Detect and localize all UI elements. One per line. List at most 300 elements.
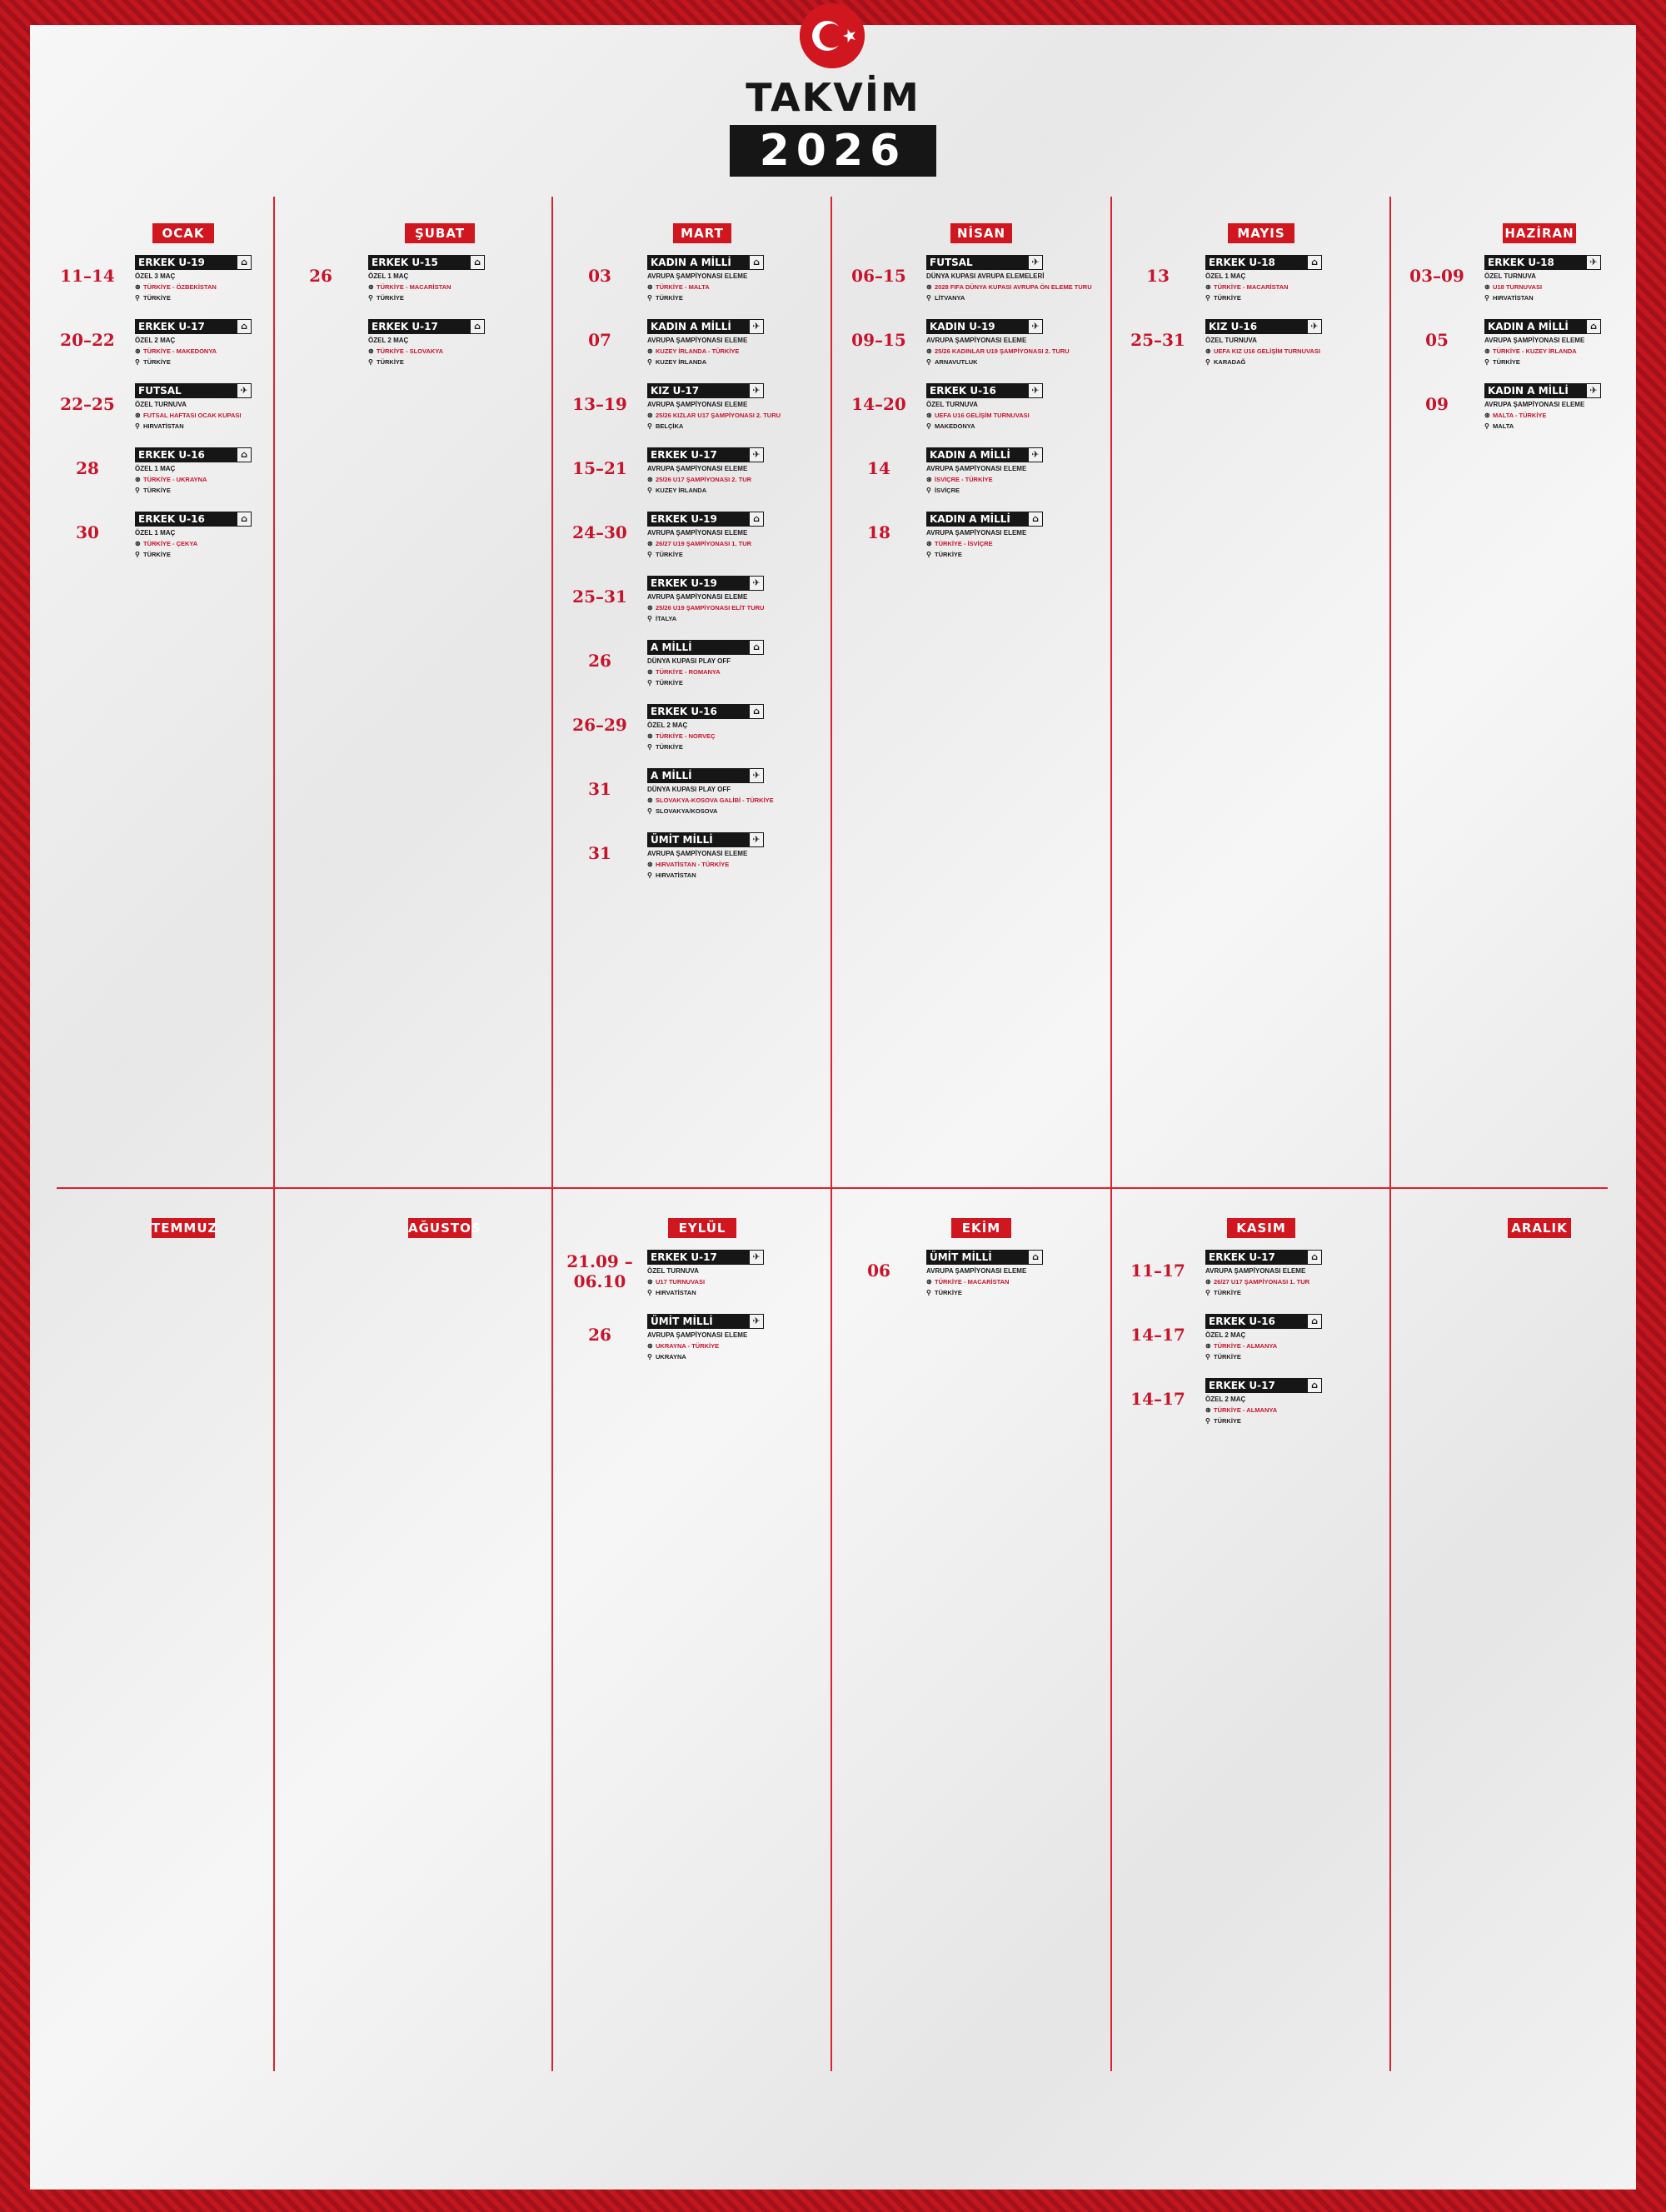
ball-icon: ⊛ (926, 476, 932, 483)
home-icon: ⌂ (237, 447, 252, 462)
event-card (647, 704, 764, 751)
column-divider (831, 197, 832, 2071)
event-type: AVRUPA ŞAMPİYONASI ELEME (926, 1267, 1027, 1275)
event-card (135, 383, 252, 431)
calendar-event[interactable] (833, 383, 1108, 442)
event-type: AVRUPA ŞAMPİYONASI ELEME (647, 272, 748, 280)
calendar-event[interactable] (1112, 255, 1387, 313)
event-venue: LİTVANYA (935, 294, 965, 302)
calendar-event[interactable] (554, 319, 829, 377)
team-header (1205, 1250, 1322, 1265)
event-type: AVRUPA ŞAMPİYONASI ELEME (647, 337, 748, 344)
event-date: 06–15 (851, 266, 906, 286)
event-type: AVRUPA ŞAMPİYONASI ELEME (647, 850, 748, 857)
event-card (926, 383, 1043, 431)
event-date: 24–30 (572, 522, 627, 542)
event-date: 06 (867, 1261, 890, 1281)
event-card (647, 383, 781, 431)
event-match: UEFA KIZ U16 GELİŞİM TURNUVASI (1214, 347, 1320, 355)
team-name: KADIN A MİLLİ (930, 449, 1010, 461)
team-header (1484, 319, 1601, 334)
location-pin-icon: ⚲ (1205, 294, 1210, 302)
ball-icon: ⊛ (647, 283, 653, 291)
team-header (1205, 319, 1322, 334)
event-card (135, 512, 252, 559)
calendar-event[interactable] (275, 319, 550, 377)
event-type: ÖZEL TURNUVA (135, 401, 187, 408)
calendar-event[interactable] (554, 383, 829, 442)
event-match: 25/26 KIZLAR U17 ŞAMPİYONASI 2. TURU (656, 412, 781, 419)
event-match: 25/26 U17 ŞAMPİYONASI 2. TUR (656, 476, 752, 483)
event-card (647, 576, 764, 623)
ball-icon: ⊛ (1484, 283, 1490, 291)
event-type: AVRUPA ŞAMPİYONASI ELEME (926, 337, 1027, 344)
calendar-event[interactable] (554, 768, 829, 826)
event-type: AVRUPA ŞAMPİYONASI ELEME (647, 465, 748, 472)
event-venue: TÜRKİYE (143, 294, 171, 302)
event-card (368, 255, 485, 302)
calendar-event[interactable] (554, 255, 829, 313)
plane-icon: ✈ (749, 447, 764, 462)
calendar-event[interactable] (833, 447, 1108, 506)
location-pin-icon: ⚲ (135, 422, 140, 430)
event-match: 26/27 U19 ŞAMPİYONASI 1. TUR (656, 540, 752, 547)
event-type: AVRUPA ŞAMPİYONASI ELEME (926, 529, 1027, 537)
team-header (647, 383, 764, 398)
team-name: ERKEK U-16 (930, 385, 996, 397)
event-venue: TÜRKİYE (656, 743, 683, 751)
event-venue: TÜRKİYE (377, 358, 404, 366)
event-venue: TÜRKİYE (656, 679, 683, 687)
event-date: 14–17 (1130, 1325, 1185, 1345)
ball-icon: ⊛ (368, 283, 374, 291)
calendar-event[interactable] (554, 832, 829, 891)
ball-icon: ⊛ (647, 1278, 653, 1286)
event-venue: HIRVATİSTAN (656, 1289, 696, 1296)
month-label: MAYIS (1228, 223, 1294, 243)
event-date: 14–20 (851, 394, 906, 414)
location-pin-icon: ⚲ (647, 487, 652, 494)
team-name: ERKEK U-17 (1209, 1251, 1275, 1263)
team-name: KADIN A MİLLİ (1488, 385, 1569, 397)
event-type: ÖZEL TURNUVA (647, 1267, 699, 1275)
calendar-event[interactable] (833, 512, 1108, 570)
event-date: 14 (867, 458, 890, 478)
event-card (368, 319, 485, 367)
ball-icon: ⊛ (647, 540, 653, 547)
event-venue: ARNAVUTLUK (935, 358, 978, 366)
location-pin-icon: ⚲ (926, 551, 931, 558)
team-name: ERKEK U-17 (138, 321, 205, 332)
team-name: ERKEK U-16 (138, 513, 205, 525)
team-name: ERKEK U-16 (138, 449, 205, 461)
event-date: 26 (309, 266, 332, 286)
ball-icon: ⊛ (135, 540, 141, 547)
ball-icon: ⊛ (647, 861, 653, 868)
event-match: TÜRKİYE - MACARİSTAN (935, 1278, 1010, 1286)
home-icon: ⌂ (749, 704, 764, 719)
home-icon: ⌂ (1028, 512, 1043, 527)
ball-icon: ⊛ (647, 604, 653, 612)
calendar-event[interactable] (1112, 319, 1387, 377)
team-header (647, 832, 764, 847)
month-label: AĞUSTOS (408, 1218, 471, 1238)
plane-icon: ✈ (1028, 383, 1043, 398)
event-card (135, 319, 252, 367)
team-header (647, 447, 764, 462)
team-header (647, 640, 764, 655)
event-venue: TÜRKİYE (1493, 358, 1520, 366)
team-name: ERKEK U-19 (651, 577, 717, 589)
plane-icon: ✈ (749, 832, 764, 847)
event-type: DÜNYA KUPASI PLAY OFF (647, 786, 731, 793)
event-venue: KUZEY İRLANDA (656, 487, 707, 494)
ball-icon: ⊛ (135, 412, 141, 419)
event-venue: TÜRKİYE (656, 294, 683, 302)
plane-icon: ✈ (749, 319, 764, 334)
ball-icon: ⊛ (647, 668, 653, 676)
ball-icon: ⊛ (926, 1278, 932, 1286)
team-name: FUTSAL (138, 385, 182, 397)
team-name: FUTSAL (930, 257, 973, 268)
home-icon: ⌂ (470, 255, 485, 270)
team-name: ÜMİT MİLLİ (930, 1251, 992, 1263)
event-type: ÖZEL TURNUVA (1484, 272, 1536, 280)
event-match: TÜRKİYE - UKRAYNA (143, 476, 207, 483)
event-card (926, 512, 1043, 559)
calendar-event[interactable] (554, 1314, 829, 1372)
team-header (926, 512, 1043, 527)
event-match: 26/27 U17 ŞAMPİYONASI 1. TUR (1214, 1278, 1310, 1286)
column-divider (1389, 197, 1391, 2071)
event-date: 09–15 (851, 330, 906, 350)
event-match: TÜRKİYE - ÖZBEKİSTAN (143, 283, 217, 291)
location-pin-icon: ⚲ (647, 294, 652, 302)
location-pin-icon: ⚲ (368, 358, 373, 366)
event-match: HIRVATİSTAN - TÜRKİYE (656, 861, 730, 868)
event-match: TÜRKİYE - MAKEDONYA (143, 347, 217, 355)
event-date: 31 (588, 779, 611, 799)
event-match: TÜRKİYE - KUZEY İRLANDA (1493, 347, 1577, 355)
event-date: 25–31 (572, 587, 627, 607)
event-card (647, 512, 764, 559)
calendar-event[interactable] (554, 512, 829, 570)
event-date: 25–31 (1130, 330, 1185, 350)
location-pin-icon: ⚲ (647, 358, 652, 366)
team-header (647, 319, 764, 334)
event-card (647, 640, 764, 687)
location-pin-icon: ⚲ (647, 1289, 652, 1296)
event-date: 14–17 (1130, 1389, 1185, 1409)
event-match: MALTA - TÜRKİYE (1493, 412, 1547, 419)
event-card (926, 447, 1043, 495)
location-pin-icon: ⚲ (135, 487, 140, 494)
team-header (926, 383, 1043, 398)
event-card (926, 319, 1070, 367)
event-date: 13 (1146, 266, 1170, 286)
year-banner: 2026 (730, 125, 936, 177)
event-date: 30 (76, 522, 99, 542)
month-label: EKİM (951, 1218, 1011, 1238)
ball-icon: ⊛ (135, 347, 141, 355)
team-header (1484, 255, 1601, 270)
calendar-event[interactable] (275, 255, 550, 313)
home-icon: ⌂ (1307, 1250, 1322, 1265)
event-type: ÖZEL 2 MAÇ (135, 337, 176, 344)
event-match: TÜRKİYE - MACARİSTAN (1214, 283, 1289, 291)
event-card (1205, 1314, 1322, 1361)
calendar-event[interactable] (1112, 1378, 1387, 1436)
event-type: ÖZEL 1 MAÇ (1205, 272, 1246, 280)
team-name: ERKEK U-17 (1209, 1380, 1275, 1391)
home-icon: ⌂ (749, 640, 764, 655)
month-label: ARALIK (1508, 1218, 1571, 1238)
team-name: KIZ U-16 (1209, 321, 1258, 332)
calendar-event[interactable] (1391, 319, 1666, 377)
event-date: 26 (588, 1325, 611, 1345)
event-venue: HIRVATİSTAN (1493, 294, 1534, 302)
event-date: 18 (867, 522, 890, 542)
event-venue: MAKEDONYA (935, 422, 975, 430)
team-name: KADIN A MİLLİ (930, 513, 1010, 525)
event-date: 07 (588, 330, 611, 350)
location-pin-icon: ⚲ (1205, 1417, 1210, 1425)
event-venue: KARADAĞ (1214, 358, 1246, 366)
page-title: TAKVİM (746, 75, 920, 120)
ball-icon: ⊛ (1484, 347, 1490, 355)
month-label: TEMMUZ (152, 1218, 215, 1238)
event-date: 11–17 (1130, 1261, 1185, 1281)
home-icon: ⌂ (237, 255, 252, 270)
calendar-event[interactable] (1391, 255, 1666, 313)
calendar-event[interactable] (554, 576, 829, 634)
calendar-event[interactable] (833, 255, 1108, 313)
team-name: ÜMİT MİLLİ (651, 1316, 713, 1327)
team-header (926, 255, 1043, 270)
team-header (135, 255, 252, 270)
location-pin-icon: ⚲ (647, 615, 652, 622)
event-type: AVRUPA ŞAMPİYONASI ELEME (647, 593, 748, 601)
team-header (647, 768, 764, 783)
ball-icon: ⊛ (926, 283, 932, 291)
team-name: ÜMİT MİLLİ (651, 834, 713, 846)
ball-icon: ⊛ (647, 476, 653, 483)
team-name: KADIN A MİLLİ (651, 321, 731, 332)
calendar-event[interactable] (1391, 383, 1666, 442)
event-date: 28 (76, 458, 99, 478)
event-card (647, 319, 764, 367)
team-header (647, 576, 764, 591)
location-pin-icon: ⚲ (135, 551, 140, 558)
event-date: 11–14 (60, 266, 115, 286)
plane-icon: ✈ (1586, 383, 1601, 398)
team-name: KADIN U-19 (930, 321, 995, 332)
event-date: 03 (588, 266, 611, 286)
event-card (1484, 383, 1601, 431)
plane-icon: ✈ (749, 768, 764, 783)
plane-icon: ✈ (1028, 255, 1043, 270)
event-match: UEFA U16 GELİŞİM TURNUVASI (935, 412, 1030, 419)
event-date: 09 (1425, 394, 1449, 414)
home-icon: ⌂ (1307, 1314, 1322, 1329)
event-match: UKRAYNA - TÜRKİYE (656, 1342, 720, 1350)
event-card (647, 832, 764, 880)
location-pin-icon: ⚲ (647, 871, 652, 879)
month-label: KASIM (1227, 1218, 1295, 1238)
row-divider (57, 1187, 1608, 1189)
location-pin-icon: ⚲ (647, 743, 652, 751)
event-card (135, 255, 252, 302)
calendar-event[interactable] (42, 383, 317, 442)
calendar-event[interactable] (554, 447, 829, 506)
ball-icon: ⊛ (647, 1342, 653, 1350)
event-type: AVRUPA ŞAMPİYONASI ELEME (926, 465, 1027, 472)
event-card (1205, 319, 1322, 367)
ball-icon: ⊛ (1205, 1342, 1211, 1350)
event-type: ÖZEL 1 MAÇ (368, 272, 409, 280)
location-pin-icon: ⚲ (647, 679, 652, 687)
event-match: 2028 FIFA DÜNYA KUPASI AVRUPA ÖN ELEME TURU (935, 283, 1092, 291)
event-card (647, 255, 764, 302)
home-icon: ⌂ (237, 319, 252, 334)
location-pin-icon: ⚲ (1205, 1353, 1210, 1361)
location-pin-icon: ⚲ (368, 294, 373, 302)
location-pin-icon: ⚲ (647, 551, 652, 558)
calendar-event[interactable] (1112, 1314, 1387, 1372)
location-pin-icon: ⚲ (926, 294, 931, 302)
team-name: ERKEK U-16 (1209, 1316, 1275, 1327)
event-card (647, 1250, 764, 1297)
ball-icon: ⊛ (926, 412, 932, 419)
team-name: A MİLLİ (651, 770, 692, 781)
calendar-event[interactable] (42, 447, 317, 506)
event-card (926, 1250, 1043, 1297)
location-pin-icon: ⚲ (1484, 422, 1489, 430)
event-card (1484, 255, 1601, 302)
location-pin-icon: ⚲ (926, 487, 931, 494)
event-date: 21.09 – 06.10 (566, 1251, 633, 1291)
ball-icon: ⊛ (647, 796, 653, 804)
month-label: NİSAN (950, 223, 1012, 243)
calendar-event[interactable] (554, 640, 829, 698)
event-venue: TÜRKİYE (143, 551, 171, 558)
team-header (926, 319, 1043, 334)
home-icon: ⌂ (749, 512, 764, 527)
calendar-event[interactable] (42, 512, 317, 570)
calendar-event[interactable] (833, 319, 1108, 377)
home-icon: ⌂ (1307, 1378, 1322, 1393)
ball-icon: ⊛ (926, 347, 932, 355)
event-type: AVRUPA ŞAMPİYONASI ELEME (647, 1331, 748, 1339)
month-label: EYLÜL (668, 1218, 736, 1238)
event-venue: SLOVAKYA/KOSOVA (656, 807, 718, 815)
event-venue: UKRAYNA (656, 1353, 686, 1361)
event-venue: TÜRKİYE (935, 551, 962, 558)
event-type: ÖZEL 2 MAÇ (647, 722, 688, 729)
event-type: AVRUPA ŞAMPİYONASI ELEME (1205, 1267, 1306, 1275)
event-venue: TÜRKİYE (935, 1289, 962, 1296)
team-header (1484, 383, 1601, 398)
ball-icon: ⊛ (135, 476, 141, 483)
home-icon: ⌂ (1028, 1250, 1043, 1265)
event-venue: TÜRKİYE (143, 487, 171, 494)
location-pin-icon: ⚲ (647, 807, 652, 815)
event-match: FUTSAL HAFTASI OCAK KUPASI (143, 412, 242, 419)
team-name: ERKEK U-17 (651, 1251, 717, 1263)
team-name: ERKEK U-18 (1488, 257, 1554, 268)
team-name: ERKEK U-16 (651, 706, 717, 717)
event-type: ÖZEL 2 MAÇ (1205, 1331, 1246, 1339)
event-type: AVRUPA ŞAMPİYONASI ELEME (1484, 337, 1585, 344)
event-type: AVRUPA ŞAMPİYONASI ELEME (1484, 401, 1585, 408)
ball-icon: ⊛ (368, 347, 374, 355)
event-venue: MALTA (1493, 422, 1514, 430)
event-venue: KUZEY İRLANDA (656, 358, 707, 366)
plane-icon: ✈ (749, 1314, 764, 1329)
team-header (926, 1250, 1043, 1265)
home-icon: ⌂ (749, 255, 764, 270)
event-match: TÜRKİYE - MALTA (656, 283, 710, 291)
event-match: 25/26 KADINLAR U19 ŞAMPİYONASI 2. TURU (935, 347, 1070, 355)
month-label: ŞUBAT (405, 223, 475, 243)
team-header (926, 447, 1043, 462)
event-type: ÖZEL 3 MAÇ (135, 272, 176, 280)
turkish-flag-icon (800, 3, 865, 68)
calendar-event[interactable] (554, 704, 829, 762)
event-type: ÖZEL 1 MAÇ (135, 529, 176, 537)
event-match: TÜRKİYE - ALMANYA (1214, 1406, 1278, 1414)
event-match: KUZEY İRLANDA - TÜRKİYE (656, 347, 740, 355)
team-name: ERKEK U-19 (651, 513, 717, 525)
team-header (1205, 255, 1322, 270)
calendar-event[interactable] (833, 1250, 1108, 1308)
calendar-event[interactable] (1112, 1250, 1387, 1308)
event-match: İSVİÇRE - TÜRKİYE (935, 476, 993, 483)
event-match: TÜRKİYE - ALMANYA (1214, 1342, 1278, 1350)
event-venue: TÜRKİYE (1214, 1417, 1241, 1425)
event-card (647, 768, 774, 816)
event-venue: İTALYA (656, 615, 677, 622)
event-date: 31 (588, 843, 611, 863)
team-header (135, 319, 252, 334)
calendar-event[interactable] (554, 1250, 829, 1308)
team-header (368, 255, 485, 270)
team-name: A MİLLİ (651, 642, 692, 653)
ball-icon: ⊛ (926, 540, 932, 547)
team-header (647, 255, 764, 270)
event-type: DÜNYA KUPASI PLAY OFF (647, 657, 731, 665)
event-match: TÜRKİYE - SLOVAKYA (377, 347, 444, 355)
location-pin-icon: ⚲ (1205, 1289, 1210, 1296)
event-type: AVRUPA ŞAMPİYONASI ELEME (647, 529, 748, 537)
event-match: 25/26 U19 ŞAMPİYONASI ELİT TURU (656, 604, 765, 612)
plane-icon: ✈ (1028, 319, 1043, 334)
event-card (647, 447, 764, 495)
location-pin-icon: ⚲ (926, 358, 931, 366)
event-venue: TÜRKİYE (143, 358, 171, 366)
team-header (135, 383, 252, 398)
month-label: MART (673, 223, 731, 243)
plane-icon: ✈ (1586, 255, 1601, 270)
team-header (647, 512, 764, 527)
event-match: TÜRKİYE - ROMANYA (656, 668, 721, 676)
ball-icon: ⊛ (1205, 1278, 1211, 1286)
column-divider (551, 197, 553, 2071)
ball-icon: ⊛ (1205, 283, 1211, 291)
event-card (1205, 1378, 1322, 1426)
ball-icon: ⊛ (647, 347, 653, 355)
event-match: TÜRKİYE - ÇEKYA (143, 540, 198, 547)
